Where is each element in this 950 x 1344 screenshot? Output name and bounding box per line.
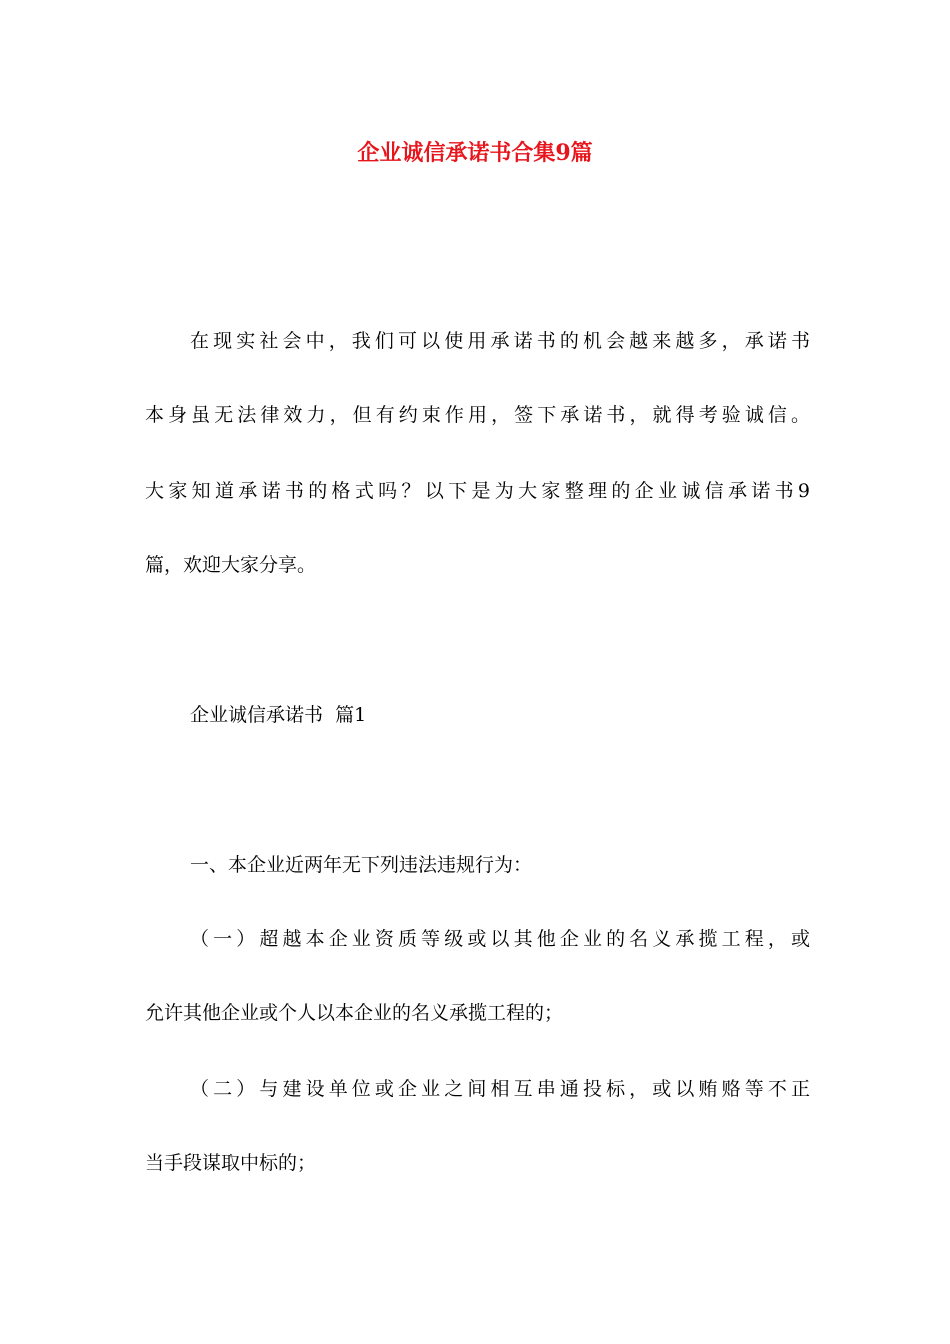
body-paragraph-line: 当手段谋取中标的； — [145, 1152, 317, 1174]
body-paragraph-line: （二）与建设单位或企业之间相互串通投标，或以贿赂等不正 — [190, 1078, 810, 1100]
intro-paragraph-line: 在现实社会中，我们可以使用承诺书的机会越来越多，承诺书 — [190, 330, 810, 352]
intro-paragraph-line: 大家知道承诺书的格式吗？以下是为大家整理的企业诚信承诺书9 — [145, 480, 810, 502]
body-paragraph-line: 允许其他企业或个人以本企业的名义承揽工程的； — [145, 1002, 564, 1024]
document-title: 企业诚信承诺书合集9篇 — [357, 140, 593, 166]
intro-paragraph-line: 本身虽无法律效力，但有约束作用，签下承诺书，就得考验诚信。 — [145, 404, 810, 426]
intro-paragraph-line: 篇，欢迎大家分享。 — [145, 554, 317, 576]
body-paragraph-line: 一、本企业近两年无下列违法违规行为： — [190, 854, 533, 876]
body-paragraph-line: （一）超越本企业资质等级或以其他企业的名义承揽工程，或 — [190, 928, 810, 950]
section-heading: 企业诚信承诺书 篇1 — [190, 704, 367, 726]
